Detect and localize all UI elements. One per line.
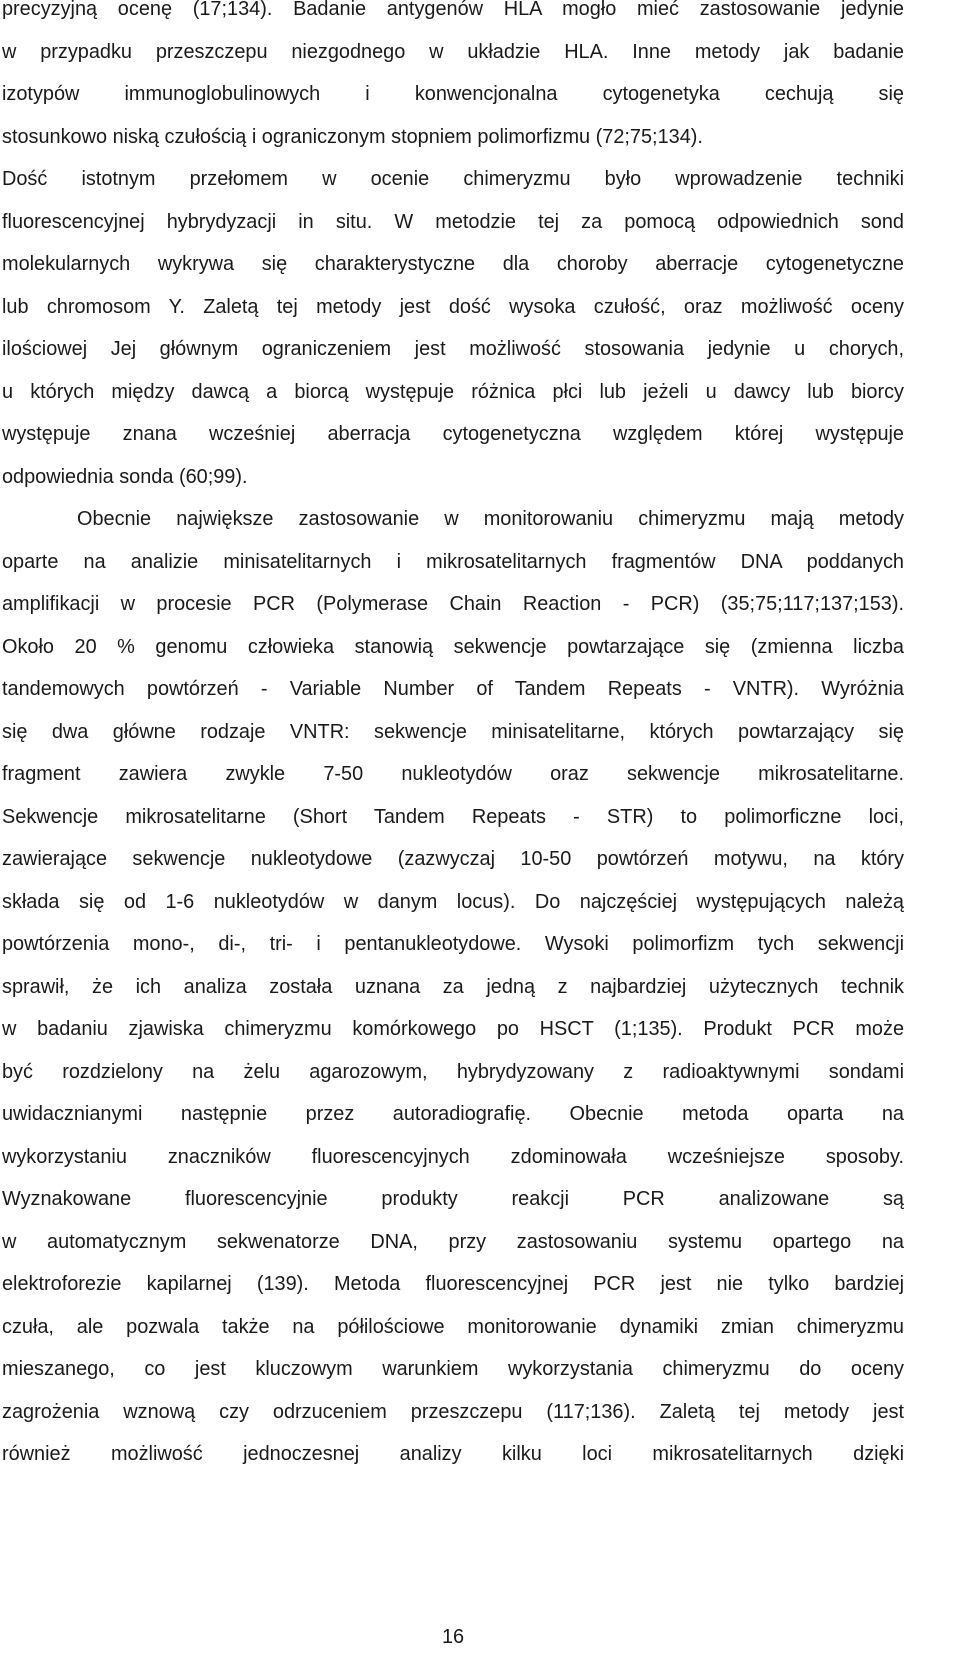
- text-line: w przypadku przeszczepu niezgodnego w układzie HLA. Inne metody jak badanie: [2, 40, 904, 63]
- text-line: sprawił, że ich analiza została uznana za jedną z najbardziej użytecznych technik: [2, 975, 904, 998]
- text-line: powtórzenia mono-, di-, tri- i pentanukleotydowe. Wysoki polimorfizm tych sekwencji: [2, 933, 904, 955]
- paragraph: [2, 498, 904, 1476]
- text-line: wykorzystaniu znaczników fluorescencyjnych zdominowała wcześniejsze sposoby.: [2, 1145, 904, 1168]
- text-line: składa się od 1-6 nukleotydów w danym locus). Do najczęściej występujących należą: [2, 890, 904, 913]
- text-line: Dość istotnym przełomem w ocenie chimeryzmu było wprowadzenie techniki: [2, 168, 904, 190]
- text-line: molekularnych wykrywa się charakterystyczne dla choroby aberracje cytogenetyczne: [2, 253, 904, 275]
- text-line: Obecnie największe zastosowanie w monitorowaniu chimeryzmu mają metody: [77, 508, 904, 530]
- text-line: izotypów immunoglobulinowych i konwencjonalna cytogenetyka cechują się: [2, 83, 904, 105]
- text-line: stosunkowo niską czułością i ograniczonym stopniem polimorfizmu (72;75;134).: [2, 125, 703, 148]
- text-line: Około 20 % genomu człowieka stanowią sekwencje powtarzające się (zmienna liczba: [2, 635, 904, 658]
- text-line: uwidacznianymi następnie przez autoradiografię. Obecnie metoda oparta na: [2, 1103, 904, 1125]
- text-line: elektroforezie kapilarnej (139). Metoda fluorescencyjnej PCR jest nie tylko bardziej: [2, 1273, 904, 1295]
- text-line: u których między dawcą a biorcą występuje różnica płci lub jeżeli u dawcy lub biorcy: [2, 380, 904, 403]
- text-line: precyzyjną ocenę (17;134). Badanie antygenów HLA mogło mieć zastosowanie jedynie: [2, 0, 904, 20]
- text-line: mieszanego, co jest kluczowym warunkiem wykorzystania chimeryzmu do oceny: [2, 1358, 904, 1380]
- text-line: zagrożenia wznową czy odrzuceniem przeszczepu (117;136). Zaletą tej metody jest: [2, 1400, 904, 1423]
- text-line: fragment zawiera zwykle 7-50 nukleotydów oraz sekwencje mikrosatelitarne.: [2, 763, 904, 785]
- text-line: być rozdzielony na żelu agarozowym, hybrydyzowany z radioaktywnymi sondami: [2, 1060, 904, 1083]
- text-line: odpowiednia sonda (60;99).: [2, 465, 248, 488]
- body-text: [2, 0, 904, 1476]
- paragraph: [2, 0, 904, 498]
- text-line: ilościowej Jej głównym ograniczeniem jest możliwość stosowania jedynie u chorych,: [2, 338, 904, 360]
- text-line: fluorescencyjnej hybrydyzacji in situ. W metodzie tej za pomocą odpowiednich sond: [2, 210, 904, 233]
- text-line: czuła, ale pozwala także na półilościowe monitorowanie dynamiki zmian chimeryzmu: [2, 1315, 904, 1338]
- text-line: zawierające sekwencje nukleotydowe (zazwyczaj 10-50 powtórzeń motywu, na który: [2, 848, 904, 870]
- page-number: 16: [441, 1626, 465, 1648]
- text-line: tandemowych powtórzeń - Variable Number of Tandem Repeats - VNTR). Wyróżnia: [2, 678, 904, 700]
- text-line: Sekwencje mikrosatelitarne (Short Tandem Repeats - STR) to polimorficzne loci,: [2, 805, 904, 828]
- text-line: w badaniu zjawiska chimeryzmu komórkowego po HSCT (1;135). Produkt PCR może: [2, 1018, 904, 1040]
- text-line: Wyznakowane fluorescencyjnie produkty reakcji PCR analizowane są: [2, 1188, 904, 1210]
- text-line: oparte na analizie minisatelitarnych i mikrosatelitarnych fragmentów DNA poddanych: [2, 550, 904, 573]
- text-line: w automatycznym sekwenatorze DNA, przy zastosowaniu systemu opartego na: [2, 1230, 904, 1253]
- text-line: lub chromosom Y. Zaletą tej metody jest dość wysoka czułość, oraz możliwość oceny: [2, 295, 904, 318]
- text-line: amplifikacji w procesie PCR (Polymerase Chain Reaction - PCR) (35;75;117;137;153).: [2, 593, 904, 615]
- text-line: się dwa główne rodzaje VNTR: sekwencje minisatelitarne, których powtarzający się: [2, 720, 904, 743]
- text-line: występuje znana wcześniej aberracja cytogenetyczna względem której występuje: [2, 423, 904, 445]
- text-line: również możliwość jednoczesnej analizy kilku loci mikrosatelitarnych dzięki: [2, 1443, 904, 1465]
